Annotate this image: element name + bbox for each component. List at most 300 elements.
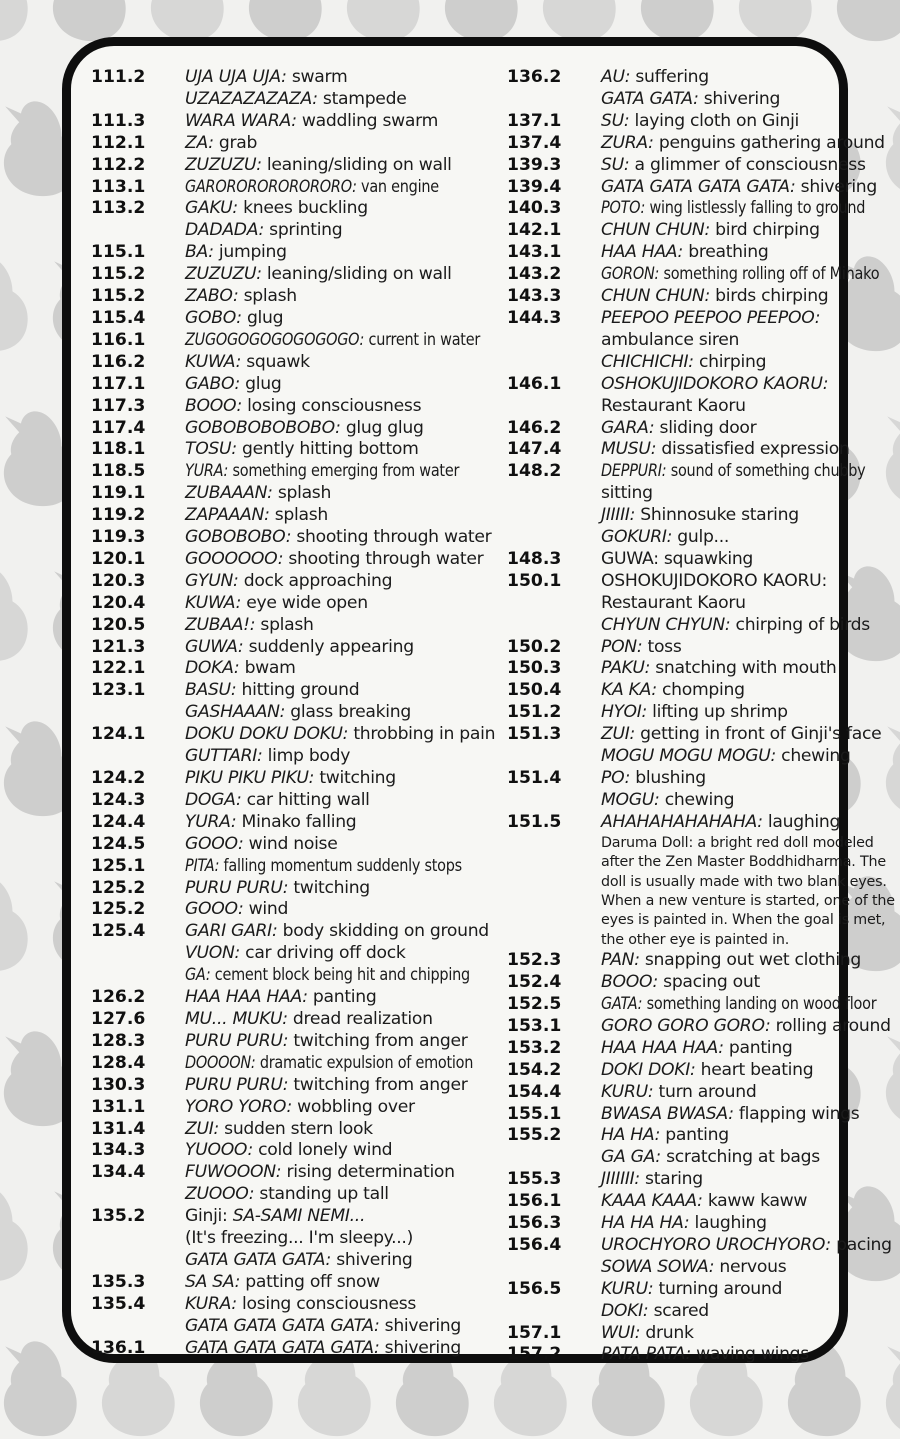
definition-text: falling momentum suddenly stops xyxy=(219,855,462,876)
glossary-entry xyxy=(185,133,257,155)
sfx-text: UJA UJA UJA: xyxy=(185,67,287,87)
definition-text: waddling swarm xyxy=(296,110,439,131)
glossary-entry xyxy=(601,1169,703,1191)
glossary-row xyxy=(507,549,843,571)
definition-text: kaww kaww xyxy=(702,1191,808,1212)
glossary-entry xyxy=(601,220,820,242)
glossary-entry xyxy=(601,1038,792,1060)
glossary-entry xyxy=(185,396,421,418)
glossary-row xyxy=(507,1125,843,1147)
glossary-row xyxy=(91,177,489,199)
glossary-row xyxy=(91,1097,489,1119)
glossary-row xyxy=(91,1250,489,1272)
definition-text: wind noise xyxy=(243,833,338,854)
definition-text: squawk xyxy=(241,351,310,372)
sfx-text: DOKI: xyxy=(601,1300,649,1321)
sfx-text: PURU PURU: xyxy=(185,1074,289,1095)
sfx-text: SA SA: xyxy=(185,1271,241,1292)
definition-text: shivering xyxy=(379,1337,461,1358)
glossary-row xyxy=(91,89,489,111)
page-panel-number: 117.4 xyxy=(91,417,146,438)
glossary-entry xyxy=(601,527,729,549)
sfx-text: OSHOKUJIDOKORO KAORU: xyxy=(601,373,829,394)
glossary-row xyxy=(507,1257,843,1279)
glossary-row xyxy=(91,1075,489,1097)
glossary-entry xyxy=(601,461,865,483)
definition-text: toss xyxy=(642,636,682,657)
glossary-row xyxy=(507,1301,843,1323)
glossary-entry xyxy=(601,111,799,133)
page-panel-number: 128.3 xyxy=(91,1030,146,1051)
glossary-row xyxy=(507,286,843,308)
sfx-text: GYUN: xyxy=(185,570,239,591)
glossary-row xyxy=(91,308,489,330)
page-panel-number: 140.3 xyxy=(507,198,562,219)
sfx-text: GA: xyxy=(185,965,211,986)
sfx-text: GOBO: xyxy=(185,307,242,328)
page-panel-number: 134.3 xyxy=(91,1140,146,1161)
definition-text: Restaurant Kaoru xyxy=(601,395,746,416)
definition-text: swarm xyxy=(286,67,348,87)
definition-text: something landing on wood floor xyxy=(642,993,877,1014)
page-panel-number: 124.3 xyxy=(91,789,146,810)
glossary-row xyxy=(91,943,489,965)
definition-text: glug xyxy=(240,373,282,394)
glossary-entry xyxy=(185,724,495,746)
glossary-entry xyxy=(185,374,281,396)
glossary-row xyxy=(91,133,489,155)
glossary-row xyxy=(507,1323,843,1345)
definition-text: splash xyxy=(269,505,328,526)
glossary-row xyxy=(507,790,843,812)
penguin-silhouette-icon xyxy=(881,403,900,509)
definition-text: a glimmer of consciousness xyxy=(629,154,866,175)
definition-text: spacing out xyxy=(658,972,760,993)
definition-text: shooting through water xyxy=(283,548,484,569)
sfx-text: ZA: xyxy=(185,132,214,153)
page-panel-number: 135.4 xyxy=(91,1293,146,1314)
definition-text: scratching at bags xyxy=(660,1147,820,1168)
glossary-entry xyxy=(185,1031,468,1053)
definition-text: dissatisfied expression xyxy=(656,439,850,460)
definition-text: snatching with mouth xyxy=(650,658,837,679)
sfx-text: GARORORORORORORO: xyxy=(185,176,357,197)
sfx-text: PO: xyxy=(601,768,631,788)
glossary-row xyxy=(507,571,843,593)
glossary-row xyxy=(507,972,843,994)
glossary-entry xyxy=(601,593,746,615)
sfx-text: DEPPURI: xyxy=(601,461,667,482)
glossary-row xyxy=(91,790,489,812)
definition-text: sprinting xyxy=(264,220,343,241)
sfx-text: PURU PURU: xyxy=(185,1030,289,1051)
sfx-text: PAKU: xyxy=(601,658,651,679)
definition-text: limp body xyxy=(262,746,351,767)
glossary-entry xyxy=(601,1147,820,1169)
sfx-text: GARA: xyxy=(601,417,655,438)
sfx-text: BA: xyxy=(185,242,214,263)
page-panel-number: 156.1 xyxy=(507,1191,562,1212)
sfx-text: VUON: xyxy=(185,943,241,964)
glossary-entry xyxy=(601,67,709,89)
glossary-entry xyxy=(601,418,756,440)
glossary-row xyxy=(91,418,489,440)
glossary-entry xyxy=(185,1119,373,1141)
glossary-entry xyxy=(185,89,406,111)
page-panel-number: 155.2 xyxy=(507,1125,562,1146)
penguin-silhouette-icon xyxy=(0,248,38,354)
glossary-entry xyxy=(185,834,338,856)
sfx-text: AU: xyxy=(601,67,631,87)
definition-text: grab xyxy=(213,132,258,153)
page-panel-number: 116.2 xyxy=(91,351,146,372)
definition-text: getting in front of Ginji's face xyxy=(635,724,882,745)
glossary-entry xyxy=(185,549,483,571)
glossary-entry xyxy=(601,1301,709,1323)
glossary-row xyxy=(91,1338,489,1360)
glossary-row xyxy=(91,461,489,483)
page-panel-number: 125.4 xyxy=(91,921,146,942)
sfx-text: YURA: xyxy=(185,811,237,832)
sfx-text: HA HA: xyxy=(601,1125,661,1146)
definition-text: rising determination xyxy=(281,1162,455,1183)
sfx-text: SOWA SOWA: xyxy=(601,1256,715,1277)
glossary-entry xyxy=(185,505,328,527)
penguin-silhouette-icon xyxy=(881,1023,900,1129)
sfx-text: ZUBAA!: xyxy=(185,614,256,635)
glossary-entry xyxy=(185,527,491,549)
glossary-entry xyxy=(185,330,480,352)
page-panel-number: 120.4 xyxy=(91,592,146,613)
glossary-row xyxy=(91,1053,489,1075)
sfx-text: MOGU MOGU MOGU: xyxy=(601,746,776,767)
definition-text: cold lonely wind xyxy=(252,1140,393,1161)
definition-text: scared xyxy=(648,1300,709,1321)
sfx-text: POTO: xyxy=(601,198,646,219)
glossary-row xyxy=(91,987,489,1009)
sfx-text: HAA HAA: xyxy=(601,242,684,263)
glossary-entry xyxy=(601,308,820,330)
definition-text: car hitting wall xyxy=(241,789,370,810)
sfx-text: DOKA: xyxy=(185,658,240,679)
definition-text: standing up tall xyxy=(254,1184,389,1205)
glossary-entry xyxy=(185,899,288,921)
page-panel-number: 125.2 xyxy=(91,877,146,898)
glossary-entry xyxy=(601,724,881,746)
definition-text: chirping xyxy=(693,351,767,372)
definition-text: penguins gathering around xyxy=(653,132,885,153)
glossary-row xyxy=(507,264,880,286)
glossary-entry xyxy=(185,1228,413,1250)
glossary-row xyxy=(507,637,843,659)
glossary-entry xyxy=(185,637,414,659)
definition-text: current in water xyxy=(364,329,481,350)
page-panel-number: 157.2 xyxy=(507,1344,562,1365)
glossary-entry xyxy=(185,1316,461,1338)
glossary-entry xyxy=(185,987,376,1009)
sfx-text: PATA PATA: xyxy=(601,1344,691,1365)
penguin-silhouette-icon xyxy=(0,558,38,664)
sfx-text: HA HA HA: xyxy=(601,1213,690,1234)
glossary-row xyxy=(91,1031,489,1053)
definition-text: leaning/sliding on wall xyxy=(261,154,452,175)
sfx-text: KA KA: xyxy=(601,680,657,701)
sfx-text: GOBOBOBO: xyxy=(185,527,292,548)
definition-text: turning around xyxy=(653,1278,783,1299)
page-panel-number: 144.3 xyxy=(507,307,562,328)
glossary-entry xyxy=(185,702,411,724)
definition-text: lifting up shrimp xyxy=(647,702,788,723)
sfx-text: ZUZUZU: xyxy=(185,154,262,175)
definition-text: throbbing in pain xyxy=(348,724,496,745)
glossary-row xyxy=(91,1294,489,1316)
glossary-row xyxy=(91,1272,489,1294)
sfx-text: GORON: xyxy=(601,264,660,285)
definition-text: splash xyxy=(255,614,314,635)
sfx-text: GA GA: xyxy=(601,1147,661,1168)
glossary-entry xyxy=(185,220,342,242)
sfx-text: YUOOO: xyxy=(185,1140,253,1161)
definition-text: glass breaking xyxy=(285,702,411,723)
glossary-entry xyxy=(601,1191,807,1213)
sfx-text: GATA: xyxy=(601,993,643,1014)
glossary-entry xyxy=(601,994,876,1016)
glossary-row xyxy=(507,1060,843,1082)
definition-text: chewing xyxy=(659,789,735,810)
page-panel-number: 136.2 xyxy=(507,67,562,87)
glossary-entry xyxy=(601,1082,756,1104)
glossary-row xyxy=(91,155,489,177)
sfx-text: GATA GATA: xyxy=(601,88,699,109)
sfx-text: ZURA: xyxy=(601,132,654,153)
definition-text: something rolling off of Minako xyxy=(659,264,880,285)
glossary-entry xyxy=(601,439,850,461)
definition-text: laughing xyxy=(689,1213,767,1234)
page-panel-number: 135.3 xyxy=(91,1271,146,1292)
page-panel-number: 127.6 xyxy=(91,1008,146,1029)
glossary-row xyxy=(91,67,489,89)
glossary-row xyxy=(507,1169,843,1191)
glossary-entry xyxy=(185,418,424,440)
page-panel-number: 123.1 xyxy=(91,680,146,701)
glossary-entry xyxy=(185,965,470,987)
page-panel-number: 119.1 xyxy=(91,483,146,504)
glossary-row xyxy=(91,615,489,637)
sfx-text: PITA: xyxy=(185,855,220,876)
page-panel-number: 151.3 xyxy=(507,724,562,745)
sfx-text: GATA GATA GATA: xyxy=(185,1249,332,1270)
glossary-entry xyxy=(601,549,753,571)
glossary-row xyxy=(507,768,843,790)
sfx-text: MOGU: xyxy=(601,789,660,810)
definition-text: glug xyxy=(241,307,284,328)
glossary-entry xyxy=(185,1206,365,1228)
definition-text: staring xyxy=(639,1169,703,1190)
glossary-entry xyxy=(185,352,310,374)
definition-text: stampede xyxy=(317,88,407,109)
sfx-text: SU: xyxy=(601,154,630,175)
glossary-entry xyxy=(601,1279,782,1301)
definition-text: sitting xyxy=(601,483,653,504)
glossary-row xyxy=(91,527,492,549)
page-panel-number: 152.4 xyxy=(507,972,562,993)
page-panel-number: 156.5 xyxy=(507,1278,562,1299)
glossary-entry xyxy=(185,615,314,637)
sfx-text: HYOI: xyxy=(601,702,648,723)
sfx-text: CHYUN CHYUN: xyxy=(601,614,731,635)
glossary-row xyxy=(507,111,843,133)
definition-text: shivering xyxy=(795,176,877,197)
sfx-text: DOGA: xyxy=(185,789,242,810)
definition-text: wobbling over xyxy=(291,1096,415,1117)
glossary-entry xyxy=(185,943,406,965)
glossary-row xyxy=(91,1009,489,1031)
sfx-text: GUWA: xyxy=(601,548,659,569)
definition-text: glug glug xyxy=(340,417,424,438)
page-panel-number: 152.3 xyxy=(507,950,562,971)
definition-text: body skidding on ground xyxy=(277,921,489,942)
glossary-entry xyxy=(185,571,392,593)
definition-text: patting off snow xyxy=(240,1271,380,1292)
sfx-text: CHUN CHUN: xyxy=(601,286,710,307)
glossary-entry xyxy=(185,746,350,768)
sfx-text: WUI: xyxy=(601,1322,641,1343)
glossary-row xyxy=(91,658,489,680)
glossary-row xyxy=(507,1015,891,1038)
sfx-text: GATA GATA GATA GATA: xyxy=(601,176,796,197)
glossary-column-right xyxy=(507,67,895,1366)
page-panel-number: 125.1 xyxy=(91,855,146,876)
definition-text: panting xyxy=(660,1125,729,1146)
sfx-text: ZUOOO: xyxy=(185,1184,255,1205)
sfx-text: PIKU PIKU PIKU: xyxy=(185,768,315,788)
glossary-row xyxy=(91,264,489,286)
page-panel-number: 115.4 xyxy=(91,307,146,328)
definition-text: sound of something chubby xyxy=(666,461,866,482)
page-panel-number: 135.2 xyxy=(91,1206,146,1227)
definition-text: laying cloth on Ginji xyxy=(629,110,800,131)
glossary-panel xyxy=(62,37,895,1365)
definition-text: chomping xyxy=(656,680,745,701)
glossary-note: Daruma Doll: a bright red doll modeled after the Zen Master Boddhidharma. The doll is usually made with two blank eyes. When a new venture is started, one of the eyes is painted in. When the goal is met, the other eye is painted in. xyxy=(601,834,895,948)
definition-text: dock approaching xyxy=(238,570,393,591)
page-panel-number: 156.3 xyxy=(507,1213,562,1234)
glossary-row xyxy=(507,396,843,418)
penguin-silhouette-icon xyxy=(0,868,38,974)
page-panel-number: 142.1 xyxy=(507,220,562,241)
definition-text: sliding door xyxy=(654,417,757,438)
sfx-text: GUWA: xyxy=(185,636,244,657)
definition-text: dread realization xyxy=(287,1008,433,1029)
sfx-text: KAAA KAAA: xyxy=(601,1191,703,1212)
page-panel-number: 124.1 xyxy=(91,724,146,745)
definition-text: breathing xyxy=(683,242,769,263)
glossary-row xyxy=(91,724,496,746)
definition-text: twitching from anger xyxy=(288,1074,468,1095)
sfx-text: MUSU: xyxy=(601,439,657,460)
glossary-row xyxy=(91,899,489,921)
glossary-entry xyxy=(601,1323,694,1345)
glossary-row xyxy=(91,286,489,308)
glossary-entry xyxy=(601,950,861,972)
page-panel-number: 136.1 xyxy=(91,1337,146,1358)
glossary-entry xyxy=(601,1213,767,1235)
glossary-row xyxy=(507,89,843,111)
glossary-entry xyxy=(185,1272,380,1294)
page-panel-number: 116.1 xyxy=(91,329,146,350)
sfx-text: JIIIIII: xyxy=(601,1169,640,1190)
page-panel-number: 113.2 xyxy=(91,198,146,219)
page-panel-number: 151.5 xyxy=(507,811,562,832)
page-panel-number: 124.2 xyxy=(91,768,146,788)
sfx-text: ZUZUZU: xyxy=(185,264,262,285)
sfx-text: DADADA: xyxy=(185,220,264,241)
sfx-text: ZUI: xyxy=(601,724,636,745)
page-panel-number: 126.2 xyxy=(91,987,146,1008)
definition-text: twitching xyxy=(288,877,370,898)
glossary-row xyxy=(91,1206,489,1228)
sfx-text: WARA WARA: xyxy=(185,110,297,131)
page-panel-number: 119.3 xyxy=(91,527,146,548)
glossary-entry xyxy=(185,439,419,461)
glossary-row xyxy=(507,1279,843,1301)
page-panel-number: 152.5 xyxy=(507,993,562,1014)
sfx-text: OSHOKUJIDOKORO KAORU: xyxy=(601,570,827,591)
glossary-entry xyxy=(601,1016,891,1038)
glossary-row xyxy=(507,198,866,220)
glossary-row xyxy=(91,702,489,724)
sfx-text: ZUBAAAN: xyxy=(185,483,273,504)
page-panel-number: 150.1 xyxy=(507,570,562,591)
glossary-row xyxy=(507,483,843,505)
glossary-row xyxy=(91,1184,489,1206)
page-panel-number: 113.1 xyxy=(91,176,146,197)
sfx-text: SU: xyxy=(601,110,630,131)
glossary-entry xyxy=(185,1338,461,1360)
definition-text: something emerging from water xyxy=(228,461,460,482)
glossary-row xyxy=(91,593,489,615)
page-panel-number: 146.1 xyxy=(507,373,562,394)
glossary-entry xyxy=(185,680,359,702)
page-panel-number: 143.3 xyxy=(507,286,562,307)
glossary-row xyxy=(507,614,870,637)
page-panel-number: 112.1 xyxy=(91,132,146,153)
page-panel-number: 134.4 xyxy=(91,1162,146,1183)
sfx-text: GOOO: xyxy=(185,899,244,920)
sfx-text: YURA: xyxy=(185,461,229,482)
sfx-text: FUWOOON: xyxy=(185,1162,282,1183)
definition-text: cement block being hit and chipping xyxy=(210,965,470,986)
glossary-entry xyxy=(185,1184,389,1206)
page-panel-number: 118.5 xyxy=(91,461,146,482)
glossary-row xyxy=(91,680,489,702)
glossary-entry xyxy=(601,352,766,374)
glossary-entry xyxy=(601,1257,786,1279)
glossary-row xyxy=(91,1162,489,1184)
definition-text: turn around xyxy=(653,1081,757,1102)
glossary-row xyxy=(91,352,489,374)
glossary-row xyxy=(507,67,843,89)
page-panel-number: 131.1 xyxy=(91,1096,146,1117)
page-panel-number: 137.4 xyxy=(507,132,562,153)
glossary-entry xyxy=(185,593,368,615)
glossary-entry xyxy=(185,1009,433,1031)
glossary-row xyxy=(507,680,843,702)
definition-text: hitting ground xyxy=(236,680,360,701)
sfx-text: CHUN CHUN: xyxy=(601,220,710,241)
penguin-silhouette-icon xyxy=(881,713,900,819)
glossary-entry xyxy=(185,658,296,680)
